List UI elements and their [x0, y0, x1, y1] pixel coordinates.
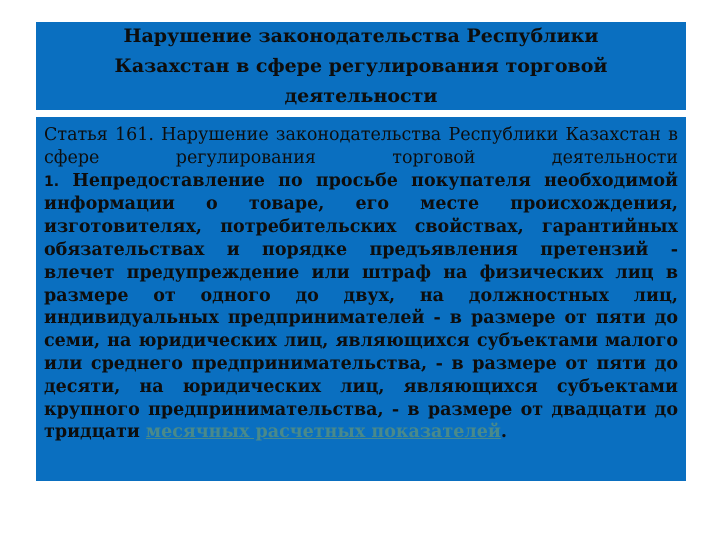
article-heading: Статья 161. Нарушение законодательства Республики Казахстан в сфере регулирования торговой деятельности [44, 125, 678, 168]
article-paragraph-2 [44, 262, 678, 444]
item-number: 1. [44, 173, 60, 190]
paragraph-1-text: Непредоставление по просьбе покупателя необходимой информации о товаре, его месте происхождения, изготовителях, потребительских свойствах, гарантийных обязательствах и порядке предъявления претензий - [44, 170, 679, 260]
paragraph-2-text: влечет предупреждение или штраф на физических лиц в размере от одного до двух, на должностных лиц, индивидуальных предпринимателей - в размере от пяти до семи, на юридических лиц, являющихся субъектами малого или среднего предпринимательства, - в размере от пяти до десяти, на юридических лиц, являющихся субъектами крупного предпринимательства, - в размере от двадцати до тридцати [44, 262, 678, 443]
slide-title: Нарушение законодательства Республики Казахстан в сфере регулирования торговой деятельности [114, 25, 608, 107]
slide-title-banner [36, 22, 686, 110]
article-paragraph-1 [44, 170, 678, 262]
mrp-link[interactable]: месячных расчетных показателей [145, 422, 501, 443]
paragraph-2-ending: . [500, 422, 507, 443]
article-content-panel [36, 117, 686, 481]
